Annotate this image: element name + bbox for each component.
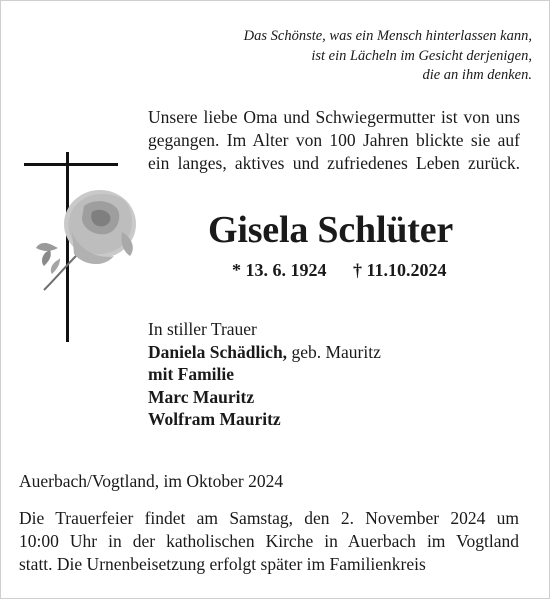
mourner-line: [148, 341, 381, 364]
birth-date: * 13. 6. 1924: [232, 260, 327, 280]
funeral-notice: [19, 507, 519, 576]
quote-line: Das Schönste, was ein Mensch hinterlassen kann,: [243, 28, 532, 44]
funeral-line: 10:00 Uhr in der katholischen Kirche in Auerbach im Vogtland: [19, 531, 519, 551]
deceased-name: Gisela Schlüter: [208, 209, 454, 251]
quote-line: die an ihm denken.: [422, 67, 532, 83]
mourners-list: [148, 318, 381, 431]
mourner-line: Wolfram Mauritz: [148, 409, 281, 429]
announcement-line: Unsere liebe Oma und Schwiegermutter ist von uns: [148, 107, 520, 127]
quote-line: ist ein Lächeln im Gesicht derjenigen,: [311, 47, 532, 64]
rose-icon: [36, 186, 138, 302]
death-date: † 11.10.2024: [353, 260, 447, 280]
funeral-line: Die Trauerfeier findet am Samstag, den 2. November 2024 um: [19, 508, 519, 528]
announcement-line: ein langes, aktives und zufriedenes Leben zurück.: [148, 153, 520, 173]
mourner-line: mit Familie: [148, 364, 235, 384]
funeral-line: statt. Die Urnenbeisetzung erfolgt später im Familienkreis: [19, 554, 426, 574]
life-dates: [232, 258, 447, 282]
mourners-heading: In stiller Trauer: [148, 319, 257, 339]
mourner-maiden-name: geb. Mauritz: [287, 341, 381, 362]
mourner-name: Daniela Schädlich,: [148, 341, 288, 362]
place-and-date: Auerbach/Vogtland, im Oktober 2024: [19, 471, 284, 491]
memorial-quote: [172, 27, 532, 86]
mourner-line: Marc Mauritz: [148, 386, 255, 407]
announcement-text: [148, 106, 520, 175]
announcement-line: gegangen. Im Alter von 100 Jahren blickte sie auf: [148, 130, 520, 150]
